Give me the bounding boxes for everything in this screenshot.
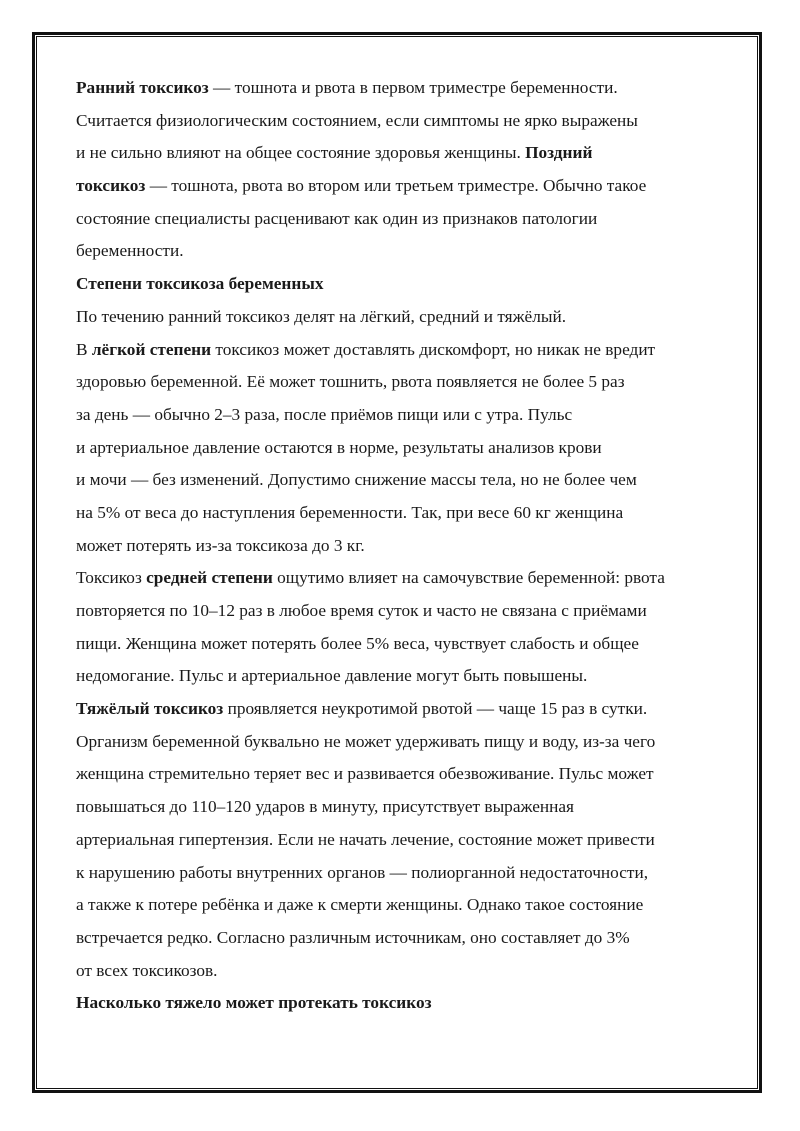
text-line bbox=[76, 628, 736, 661]
text-line bbox=[76, 889, 736, 922]
text-span: женщина стремительно теряет вес и развивается обезвоживание. Пульс может bbox=[76, 764, 654, 784]
text-span: — тошнота, рвота во втором или третьем триместре. Обычно такое bbox=[145, 176, 647, 196]
text-span: В bbox=[76, 339, 92, 359]
text-span: и артериальное давление остаются в норме, результаты анализов крови bbox=[76, 437, 602, 457]
text-line bbox=[76, 758, 736, 791]
text-span: Организм беременной буквально не может удерживать пищу и воду, из-за чего bbox=[76, 731, 656, 751]
text-line bbox=[76, 464, 736, 497]
text-span: встречается редко. Согласно различным источникам, оно составляет до 3% bbox=[76, 927, 630, 947]
bold-text: Ранний токсикоз bbox=[76, 78, 209, 97]
text-line bbox=[76, 562, 736, 595]
text-line bbox=[76, 922, 736, 955]
text-line bbox=[76, 366, 736, 399]
text-line bbox=[76, 955, 736, 988]
text-line bbox=[76, 530, 736, 563]
text-line bbox=[76, 301, 736, 334]
text-line bbox=[76, 824, 736, 857]
document-body bbox=[76, 72, 736, 1020]
bold-text: Степени токсикоза беременных bbox=[76, 274, 324, 294]
text-line bbox=[76, 791, 736, 824]
text-line bbox=[76, 334, 736, 367]
text-span: Считается физиологическим состоянием, если симптомы не ярко выражены bbox=[76, 110, 638, 130]
text-line bbox=[76, 399, 736, 432]
text-span: может потерять из-за токсикоза до 3 кг. bbox=[76, 535, 365, 555]
text-line bbox=[76, 987, 736, 1020]
text-line bbox=[76, 497, 736, 530]
text-span: По течению ранний токсикоз делят на лёгкий, средний и тяжёлый. bbox=[76, 306, 567, 326]
text-span: проявляется неукротимой рвотой — чаще 15 раз в сутки. bbox=[223, 699, 648, 719]
text-line bbox=[76, 72, 736, 105]
text-span: артериальная гипертензия. Если не начать лечение, состояние может привести bbox=[76, 829, 655, 849]
text-span: и не сильно влияют на общее состояние здоровья женщины. bbox=[76, 143, 526, 163]
text-span: на 5% от веса до наступления беременности. Так, при весе 60 кг женщина bbox=[76, 502, 624, 522]
text-span: — тошнота и рвота в первом триместре беременности. bbox=[208, 78, 618, 97]
text-span: здоровью беременной. Её может тошнить, рвота появляется не более 5 раз bbox=[76, 372, 625, 392]
text-span: состояние специалисты расценивают как один из признаков патологии bbox=[76, 208, 598, 228]
bold-text: токсикоз bbox=[76, 176, 146, 196]
bold-text: Поздний bbox=[525, 143, 593, 163]
text-line bbox=[76, 268, 736, 301]
text-span: Токсикоз bbox=[76, 568, 147, 588]
bold-text: Тяжёлый токсикоз bbox=[76, 699, 224, 719]
bold-text: Насколько тяжело может протекать токсикоз bbox=[76, 993, 432, 1013]
text-span: к нарушению работы внутренних органов — полиорганной недостаточности, bbox=[76, 862, 649, 882]
text-span: пищи. Женщина может потерять более 5% веса, чувствует слабость и общее bbox=[76, 633, 639, 653]
text-span: ощутимо влияет на самочувствие беременной: рвота bbox=[272, 568, 665, 588]
text-line bbox=[76, 105, 736, 138]
bold-text: лёгкой степени bbox=[91, 339, 212, 359]
text-span: токсикоз может доставлять дискомфорт, но никак не вредит bbox=[211, 339, 656, 359]
text-span: повторяется по 10–12 раз в любое время суток и часто не связана с приёмами bbox=[76, 601, 647, 620]
text-line bbox=[76, 235, 736, 268]
text-line bbox=[76, 203, 736, 236]
text-line bbox=[76, 857, 736, 890]
text-line bbox=[76, 726, 736, 759]
text-span: от всех токсикозов. bbox=[76, 960, 218, 980]
bold-text: средней степени bbox=[146, 568, 273, 588]
text-span: беременности. bbox=[76, 241, 184, 261]
text-line bbox=[76, 137, 736, 170]
text-line bbox=[76, 595, 736, 628]
text-line bbox=[76, 432, 736, 465]
text-line bbox=[76, 170, 736, 203]
text-span: недомогание. Пульс и артериальное давление могут быть повышены. bbox=[76, 666, 588, 686]
text-line bbox=[76, 693, 736, 726]
text-span: повышаться до 110–120 ударов в минуту, присутствует выраженная bbox=[76, 797, 574, 817]
text-span: и мочи — без изменений. Допустимо снижение массы тела, но не более чем bbox=[76, 470, 637, 490]
text-span: а также к потере ребёнка и даже к смерти женщины. Однако такое состояние bbox=[76, 895, 644, 915]
text-line bbox=[76, 660, 736, 693]
text-span: за день — обычно 2–3 раза, после приёмов пищи или с утра. Пульс bbox=[76, 404, 573, 424]
